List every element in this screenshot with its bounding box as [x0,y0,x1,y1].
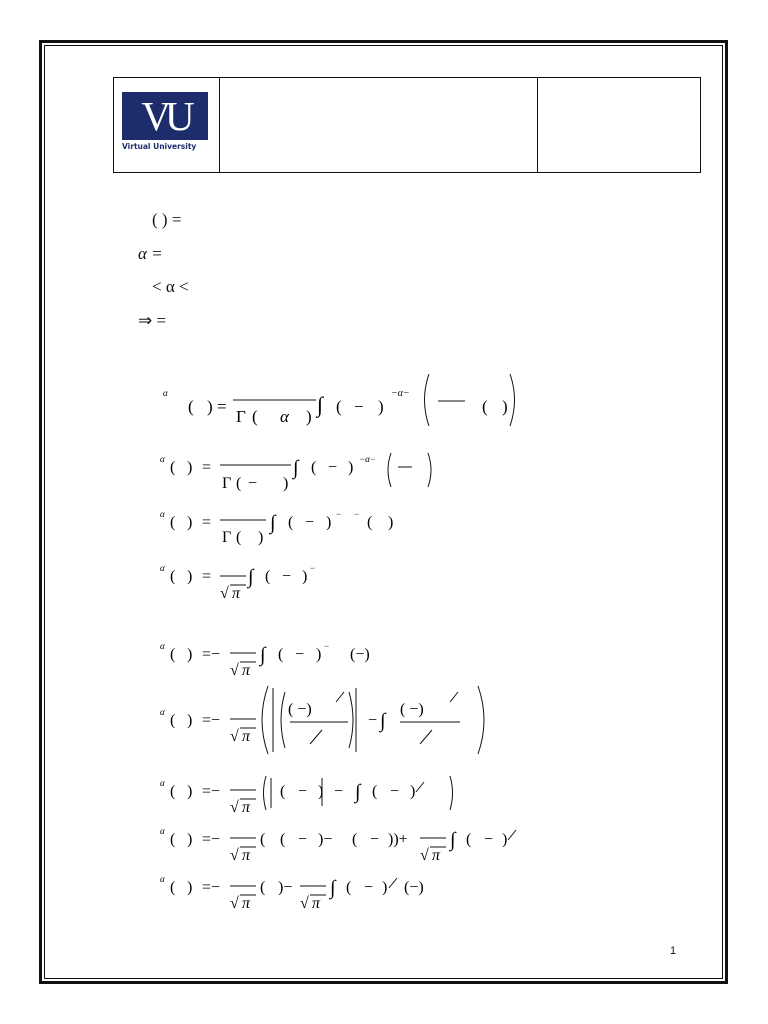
svg-text:(: ( [372,783,378,800]
svg-text:(: ( [260,879,266,896]
svg-text:=: = [217,397,227,416]
svg-text:(: ( [188,397,194,416]
equation-4 [160,563,315,602]
svg-text:−: − [354,509,360,519]
svg-text:(: ( [278,646,284,663]
svg-text:∫: ∫ [330,877,336,899]
svg-text:=−: =− [202,646,221,663]
svg-text:): ) [502,397,508,416]
svg-text:−: − [336,509,342,519]
svg-text:(: ( [311,459,317,476]
svg-text:−: − [364,879,374,896]
svg-text:): ) [187,712,193,729]
svg-text:(: ( [236,529,242,546]
svg-text:): ) [258,529,264,546]
svg-text:): ) [187,646,193,663]
svg-text:α: α [163,388,168,398]
svg-text:∫: ∫ [270,512,276,534]
svg-text:−: − [390,783,400,800]
svg-text:√: √ [230,662,239,679]
svg-text:): ) [187,783,193,800]
equation-7 [160,776,453,816]
svg-text:(: ( [170,459,176,476]
svg-text:π: π [432,847,441,864]
svg-text:√: √ [230,728,239,745]
svg-text:√: √ [220,585,229,602]
svg-text:π: π [312,895,321,912]
svg-text:α: α [160,563,165,573]
svg-text:))+: ))+ [388,831,408,848]
svg-text:−: − [305,514,315,531]
svg-text:): ) [187,568,193,585]
svg-text:=: = [202,459,212,476]
svg-text:): ) [410,783,416,800]
svg-text:√: √ [230,799,239,816]
equation-8 [160,826,516,864]
svg-text:−: − [282,568,292,585]
svg-text:)−: )− [278,879,293,896]
svg-text:−: − [310,563,316,573]
svg-text:−: − [298,831,308,848]
given-alpha: α = [138,244,163,263]
svg-text:(: ( [170,568,176,585]
equation-6 [160,686,484,754]
svg-text:): ) [318,783,324,800]
svg-text:): ) [306,407,312,426]
svg-text:=: = [202,568,212,585]
svg-text:(: ( [265,568,271,585]
svg-text:−: − [368,712,378,729]
given-implies: ⇒ = [138,311,167,330]
svg-text:∫: ∫ [248,566,254,588]
svg-text:=−: =− [202,879,221,896]
svg-text:Γ: Γ [222,475,232,492]
equation-1 [163,374,515,426]
svg-text:(: ( [280,831,286,848]
svg-text:): ) [187,514,193,531]
svg-text:√: √ [230,847,239,864]
svg-text:α: α [160,826,165,836]
svg-text:−: − [298,783,308,800]
svg-text:(: ( [280,783,286,800]
svg-text:π: π [232,585,241,602]
svg-text:): ) [326,514,332,531]
given-alpha-range: < α < [152,277,189,296]
svg-text:√: √ [420,847,429,864]
svg-text:( −): ( −) [288,701,312,718]
svg-text:(: ( [466,831,472,848]
svg-text:(: ( [482,397,488,416]
equation-5 [160,641,370,679]
given-function: ( ) = [152,210,182,229]
svg-text:Γ: Γ [222,529,232,546]
svg-text:(: ( [170,879,176,896]
svg-text:−: − [328,459,338,476]
svg-text:−α−: −α− [359,454,376,464]
svg-text:α: α [160,509,165,519]
svg-text:π: π [242,662,251,679]
svg-text:∫: ∫ [450,829,456,851]
svg-text:α: α [160,641,165,651]
svg-text:): ) [187,459,193,476]
svg-text:∫: ∫ [380,710,386,732]
svg-text:): ) [502,831,508,848]
svg-text:(: ( [336,397,342,416]
svg-text:(−): (−) [404,879,424,896]
svg-text:=−: =− [202,831,221,848]
svg-text:−: − [295,646,305,663]
svg-text:∫: ∫ [293,457,299,479]
svg-text:): ) [348,459,354,476]
svg-text:): ) [388,514,394,531]
svg-text:): ) [378,397,384,416]
svg-text:(: ( [260,831,266,848]
equation-2 [160,453,431,492]
svg-text:(−): (−) [350,646,370,663]
svg-text:): ) [187,831,193,848]
svg-text:α: α [160,707,165,717]
svg-text:): ) [382,879,388,896]
svg-text:(: ( [288,514,294,531]
svg-text:( −): ( −) [400,701,424,718]
svg-text:(: ( [170,712,176,729]
svg-text:∫: ∫ [317,392,324,417]
svg-text:(: ( [170,783,176,800]
svg-text:=−: =− [202,712,221,729]
page-number: 1 [670,945,677,957]
svg-text:α: α [160,778,165,788]
svg-text:−: − [484,831,494,848]
svg-text:(: ( [252,407,258,426]
svg-text:∫: ∫ [355,781,361,803]
svg-text:∫: ∫ [260,644,266,666]
svg-text:π: π [242,728,251,745]
svg-text:√: √ [230,895,239,912]
svg-text:(: ( [367,514,373,531]
svg-text:−: − [334,783,344,800]
svg-text:−: − [370,831,380,848]
svg-text:α: α [280,407,289,426]
svg-text:(: ( [170,831,176,848]
svg-text:√: √ [300,895,309,912]
svg-text:π: π [242,847,251,864]
svg-text:): ) [283,475,289,492]
equation-9 [160,874,424,912]
svg-text:=−: =− [202,783,221,800]
svg-text:=: = [202,514,212,531]
svg-text:(: ( [346,879,352,896]
svg-text:Γ: Γ [236,407,246,426]
logo-subtitle: Virtual University [122,142,197,151]
svg-text:π: π [242,799,251,816]
svg-text:−: − [324,641,330,651]
svg-text:): ) [207,397,213,416]
svg-text:−: − [354,397,364,416]
svg-text:): ) [187,879,193,896]
svg-text:α: α [160,874,165,884]
svg-text:(: ( [170,514,176,531]
svg-text:α: α [160,454,165,464]
equation-3 [160,509,393,546]
svg-text:)−: )− [318,831,333,848]
svg-text:): ) [316,646,322,663]
svg-text:−: − [248,475,258,492]
svg-text:(: ( [170,646,176,663]
svg-text:−α−: −α− [391,388,410,399]
svg-text:π: π [242,895,251,912]
svg-text:(: ( [352,831,358,848]
svg-text:): ) [302,568,308,585]
logo-letters: VU [141,93,189,139]
svg-text:(: ( [236,475,242,492]
